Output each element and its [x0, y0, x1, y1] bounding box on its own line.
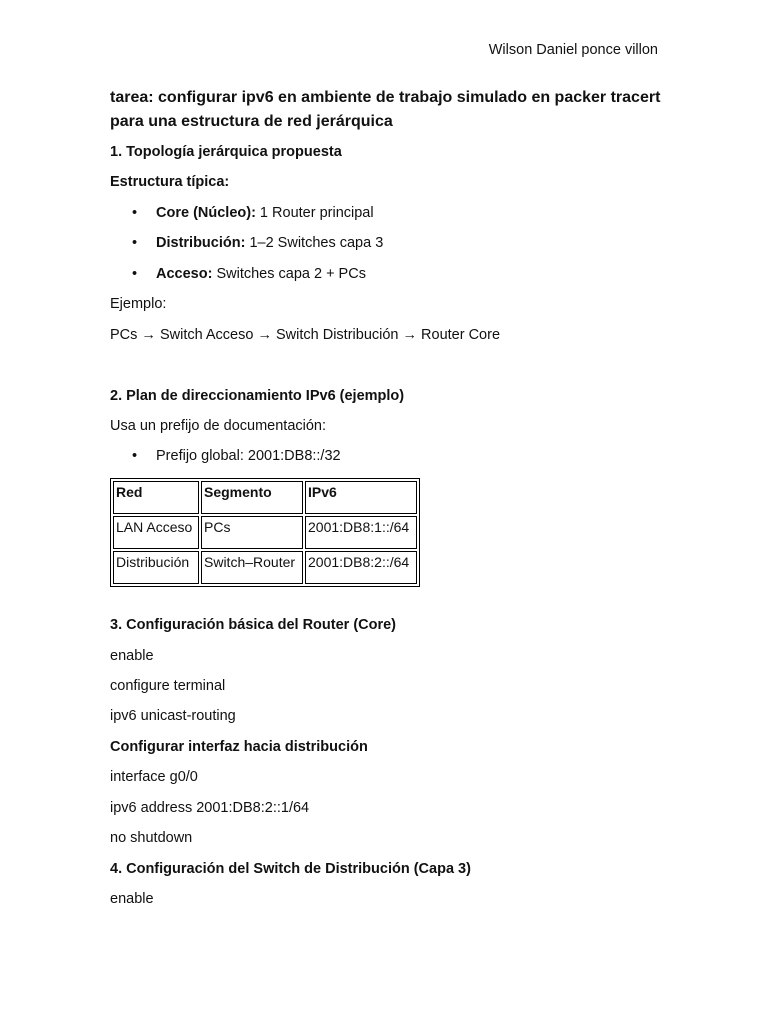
config-line: enable	[110, 648, 154, 664]
config-line: ipv6 address 2001:DB8:2::1/64	[110, 800, 310, 816]
bullet-icon: •	[132, 235, 138, 251]
document-title: tarea: configurar ipv6 en ambiente de trabajo simulado en packer tracert para una estructura de red jerárquica	[110, 89, 661, 130]
table-header-cell: IPv6	[305, 481, 417, 514]
table-cell: LAN Acceso	[113, 516, 199, 549]
table-row	[113, 516, 417, 549]
config-line: no shutdown	[110, 830, 193, 846]
bullet-icon: •	[132, 205, 138, 221]
bullet-text: 1–2 Switches capa 3	[245, 235, 384, 251]
section2-heading: 2. Plan de direccionamiento IPv6 (ejemplo)	[110, 388, 405, 404]
section1-subheading: Estructura típica:	[110, 174, 230, 190]
ipv6-addressing-table	[110, 478, 420, 587]
table-cell: Switch–Router	[201, 551, 303, 584]
table-cell: PCs	[201, 516, 303, 549]
bullet-label: Acceso:	[156, 266, 213, 282]
bullet-label: Core (Núcleo):	[156, 205, 256, 221]
section2-intro: Usa un prefijo de documentación:	[110, 418, 327, 434]
example-label: Ejemplo:	[110, 296, 167, 312]
section3-subheading: Configurar interfaz hacia distribución	[110, 739, 368, 755]
table-header-cell: Segmento	[201, 481, 303, 514]
table-header-row	[113, 481, 417, 514]
config-line: configure terminal	[110, 678, 226, 694]
bullet-label: Distribución:	[156, 235, 246, 251]
config-line: ipv6 unicast-routing	[110, 708, 236, 724]
table-cell: Distribución	[113, 551, 199, 584]
table-header-cell: Red	[113, 481, 199, 514]
bullet-text: 1 Router principal	[255, 205, 374, 221]
author-name: Wilson Daniel ponce villon	[488, 42, 658, 58]
config-line: enable	[110, 891, 154, 907]
table-cell: 2001:DB8:1::/64	[305, 516, 417, 549]
bullet-text: Prefijo global: 2001:DB8::/32	[156, 448, 341, 464]
section3-heading: 3. Configuración básica del Router (Core)	[110, 617, 397, 633]
bullet-icon: •	[132, 448, 138, 464]
table-row	[113, 551, 417, 584]
bullet-text: Switches capa 2 + PCs	[212, 266, 366, 282]
table-cell: 2001:DB8:2::/64	[305, 551, 417, 584]
section1-heading: 1. Topología jerárquica propuesta	[110, 144, 342, 160]
config-line: interface g0/0	[110, 769, 198, 785]
section4-heading: 4. Configuración del Switch de Distribución (Capa 3)	[110, 861, 471, 877]
example-text: PCs → Switch Acceso → Switch Distribución → Router Core	[110, 327, 501, 343]
bullet-icon: •	[132, 266, 138, 282]
